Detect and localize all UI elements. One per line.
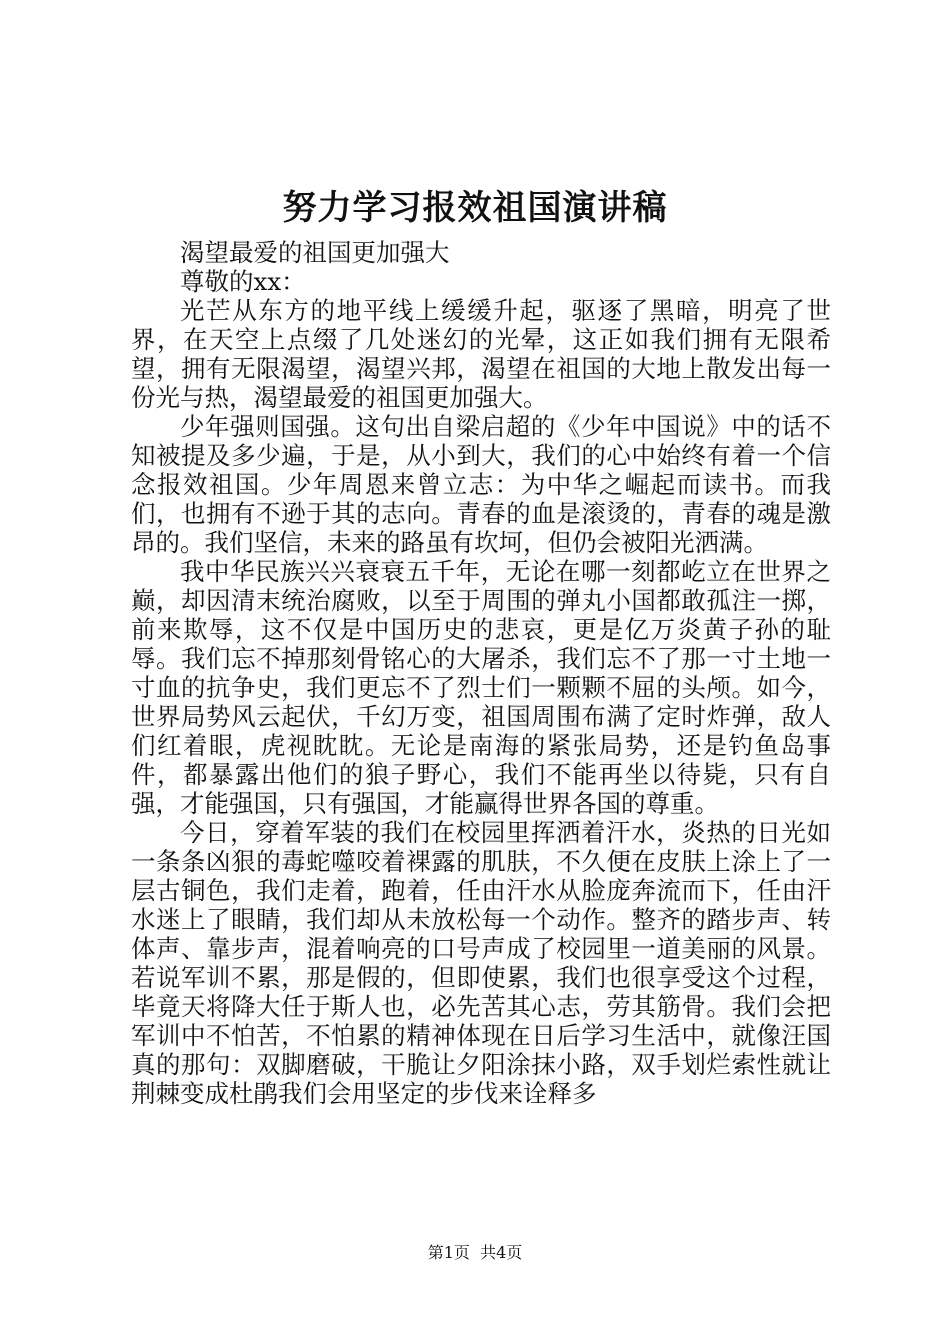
document-title: 努力学习报效祖国演讲稿 xyxy=(282,188,668,228)
paragraph-salutation: 尊敬的xx： xyxy=(180,267,306,296)
document-body xyxy=(131,238,831,1108)
paragraph: 今日，穿着军装的我们在校园里挥洒着汗水，炎热的日光如一条条凶狠的毒蛇噬咬着裸露的肌肤，不久便在皮肤上涂上了一层古铜色，我们走着，跑着，任由汗水从脸庞奔流而下，任由汗水迷上了眼睛，我们却从未放松每一个动作。整齐的踏步声、转体声、靠步声，混着响亮的口号声成了校园里一道美丽的风景。若说军训不累，那是假的，但即使累，我们也很享受这个过程，毕竟天将降大任于斯人也，必先苦其心志，劳其筋骨。我们会把军训中不怕苦，不怕累的精神体现在日后学习生活中，就像汪国真的那句：双脚磨破，干脆让夕阳涂抹小路，双手划烂索性就让荆棘变成杜鹃我们会用坚定的步伐来诠释多 xyxy=(131,818,831,1108)
page-footer xyxy=(0,1243,950,1263)
paragraph: 我中华民族兴兴衰衰五千年，无论在哪一刻都屹立在世界之巅，却因清末统治腐败，以至于周围的弹丸小国都敢孤注一掷，前来欺辱，这不仅是中国历史的悲哀，更是亿万炎黄子孙的耻辱。我们忘不掉那刻骨铭心的大屠杀，我们忘不了那一寸土地一寸血的抗争史，我们更忘不了烈士们一颗颗不屈的头颅。如今，世界局势风云起伏，千幻万变，祖国周围布满了定时炸弹，敌人们红着眼，虎视眈眈。无论是南海的紧张局势，还是钓鱼岛事件，都暴露出他们的狼子野心，我们不能再坐以待毙，只有自强，才能强国，只有强国，才能赢得世界各国的尊重。 xyxy=(131,557,831,818)
page-number-label: 第1页 共4页 xyxy=(427,1243,523,1262)
paragraph-subtitle: 渴望最爱的祖国更加强大 xyxy=(180,238,450,267)
paragraph: 光芒从东方的地平线上缓缓升起，驱逐了黑暗，明亮了世界，在天空上点缀了几处迷幻的光晕，这正如我们拥有无限希望，拥有无限渴望，渴望兴邦，渴望在祖国的大地上散发出每一份光与热，渴望最爱的祖国更加强大。 xyxy=(131,296,831,412)
paragraph: 少年强则国强。这句出自梁启超的《少年中国说》中的话不知被提及多少遍，于是，从小到大，我们的心中始终有着一个信念报效祖国。少年周恩来曾立志：为中华之崛起而读书。而我们，也拥有不逊于其的志向。青春的血是滚烫的，青春的魂是激昂的。我们坚信，未来的路虽有坎坷，但仍会被阳光洒满。 xyxy=(131,412,831,557)
